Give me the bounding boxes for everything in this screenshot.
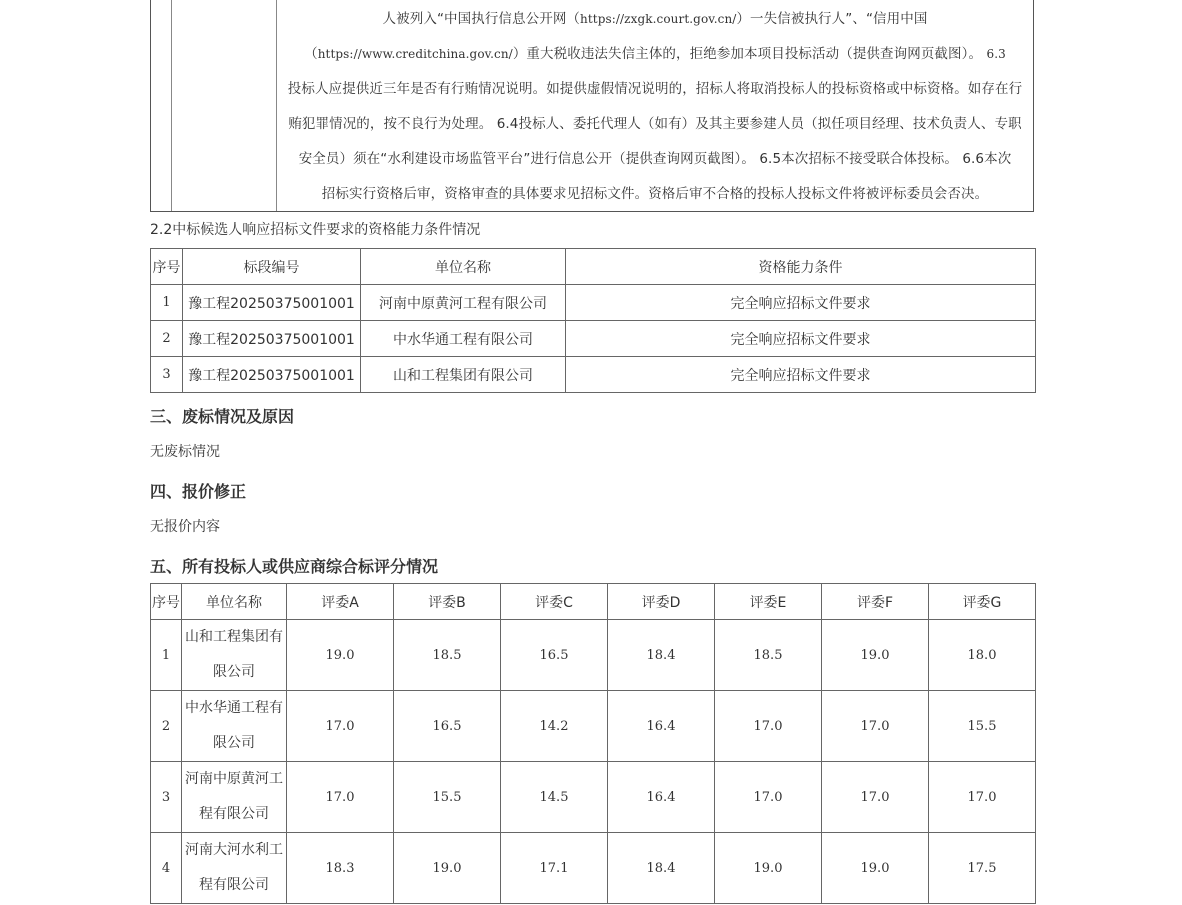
cell-no: 4 [151,833,182,904]
cell-score-f: 17.0 [822,691,929,762]
col-header-condition: 资格能力条件 [566,249,1036,285]
cell-score-e: 19.0 [715,833,822,904]
cell-condition: 完全响应招标文件要求 [566,321,1036,357]
cell-no: 3 [151,762,182,833]
cell-score-e: 17.0 [715,691,822,762]
col-header-no: 序号 [151,249,183,285]
col-header-judge-d: 评委D [608,584,715,620]
section5-title: 五、所有投标人或供应商综合标评分情况 [150,557,439,576]
table-row [151,833,1036,904]
col-header-company: 单位名称 [361,249,566,285]
req-line-5: 安全员）须在“水利建设市场监管平台”进行信息公开（提供查询网页截图）。 6.5本次招标不接受联合体投标。 6.6本次 [298,151,1012,167]
req-line-1: 人被列入“中国执行信息公开网（https://zxgk.court.gov.cn/）一失信被执行人”、“信用中国 [382,11,928,27]
cell-score-g: 17.0 [929,762,1036,833]
col-header-judge-f: 评委F [822,584,929,620]
col-header-no: 序号 [151,584,182,620]
col-header-judge-a: 评委A [287,584,394,620]
col-header-code: 标段编号 [183,249,361,285]
table-row [151,357,1036,393]
cell-company: 中水华通工程有限公司 [361,321,566,357]
col-header-judge-b: 评委B [394,584,501,620]
cell-condition: 完全响应招标文件要求 [566,285,1036,321]
requirements-col-index [151,0,172,211]
cell-score-a: 19.0 [287,620,394,691]
cell-no: 2 [151,691,182,762]
cell-score-f: 19.0 [822,833,929,904]
cell-score-g: 15.5 [929,691,1036,762]
req-line-2: （https://www.creditchina.gov.cn/）重大税收违法失信主体的，拒绝参加本项目投标活动（提供查询网页截图）。 6.3 [304,46,1006,62]
cell-score-a: 18.3 [287,833,394,904]
cell-score-f: 17.0 [822,762,929,833]
col-header-name: 单位名称 [182,584,287,620]
table-row [151,762,1036,833]
cell-score-f: 19.0 [822,620,929,691]
cell-score-d: 18.4 [608,833,715,904]
col-header-judge-e: 评委E [715,584,822,620]
cell-score-a: 17.0 [287,691,394,762]
req-line-4: 贿犯罪情况的，按不良行为处理。 6.4投标人、委托代理人（如有）及其主要参建人员（拟任项目经理、技术负责人、专职 [288,116,1022,132]
cell-score-b: 16.5 [394,691,501,762]
cell-score-a: 17.0 [287,762,394,833]
cell-no: 3 [151,357,183,393]
cell-score-c: 14.2 [501,691,608,762]
table-row [151,620,1036,691]
col-header-judge-g: 评委G [929,584,1036,620]
cell-no: 1 [151,285,183,321]
cell-name: 山和工程集团有 限公司 [182,620,287,691]
table-header-row [151,249,1036,285]
cell-company: 山和工程集团有限公司 [361,357,566,393]
req-line-3: 投标人应提供近三年是否有行贿情况说明。如提供虚假情况说明的，招标人将取消投标人的投标资格或中标资格。如存在行 [287,81,1023,97]
cell-code: 豫工程20250375001001 [183,357,361,393]
cell-score-c: 17.1 [501,833,608,904]
section3-title: 三、废标情况及原因 [150,407,295,426]
qualification-table [150,248,1036,393]
section3-text: 无废标情况 [150,444,220,460]
cell-name: 河南中原黄河工 程有限公司 [182,762,287,833]
cell-code: 豫工程20250375001001 [183,285,361,321]
section4-title: 四、报价修正 [150,482,247,501]
cell-score-d: 18.4 [608,620,715,691]
cell-score-d: 16.4 [608,691,715,762]
cell-score-d: 16.4 [608,762,715,833]
cell-score-c: 14.5 [501,762,608,833]
table-row [151,285,1036,321]
req-line-6: 招标实行资格后审，资格审查的具体要求见招标文件。资格后审不合格的投标人投标文件将被评标委员会否决。 [321,186,989,202]
cell-score-e: 17.0 [715,762,822,833]
section22-caption: 2.2中标候选人响应招标文件要求的资格能力条件情况 [150,222,481,238]
cell-score-g: 17.5 [929,833,1036,904]
cell-score-b: 19.0 [394,833,501,904]
cell-name: 中水华通工程有 限公司 [182,691,287,762]
cell-score-e: 18.5 [715,620,822,691]
cell-score-b: 18.5 [394,620,501,691]
cell-score-c: 16.5 [501,620,608,691]
cell-score-b: 15.5 [394,762,501,833]
table-header-row [151,584,1036,620]
table-row [151,691,1036,762]
requirements-col-label [172,0,277,211]
cell-company: 河南中原黄河工程有限公司 [361,285,566,321]
qualification-requirements-table [150,0,1034,212]
cell-no: 1 [151,620,182,691]
link-zxgk[interactable]: https://zxgk.court.gov.cn/ [580,12,737,26]
table-row [151,321,1036,357]
score-table [150,583,1036,904]
cell-no: 2 [151,321,183,357]
requirements-text [277,2,1033,212]
link-creditchina[interactable]: https://www.creditchina.gov.cn/ [317,47,513,61]
cell-name: 河南大河水利工 程有限公司 [182,833,287,904]
cell-code: 豫工程20250375001001 [183,321,361,357]
col-header-judge-c: 评委C [501,584,608,620]
section4-text: 无报价内容 [150,519,220,535]
cell-score-g: 18.0 [929,620,1036,691]
cell-condition: 完全响应招标文件要求 [566,357,1036,393]
